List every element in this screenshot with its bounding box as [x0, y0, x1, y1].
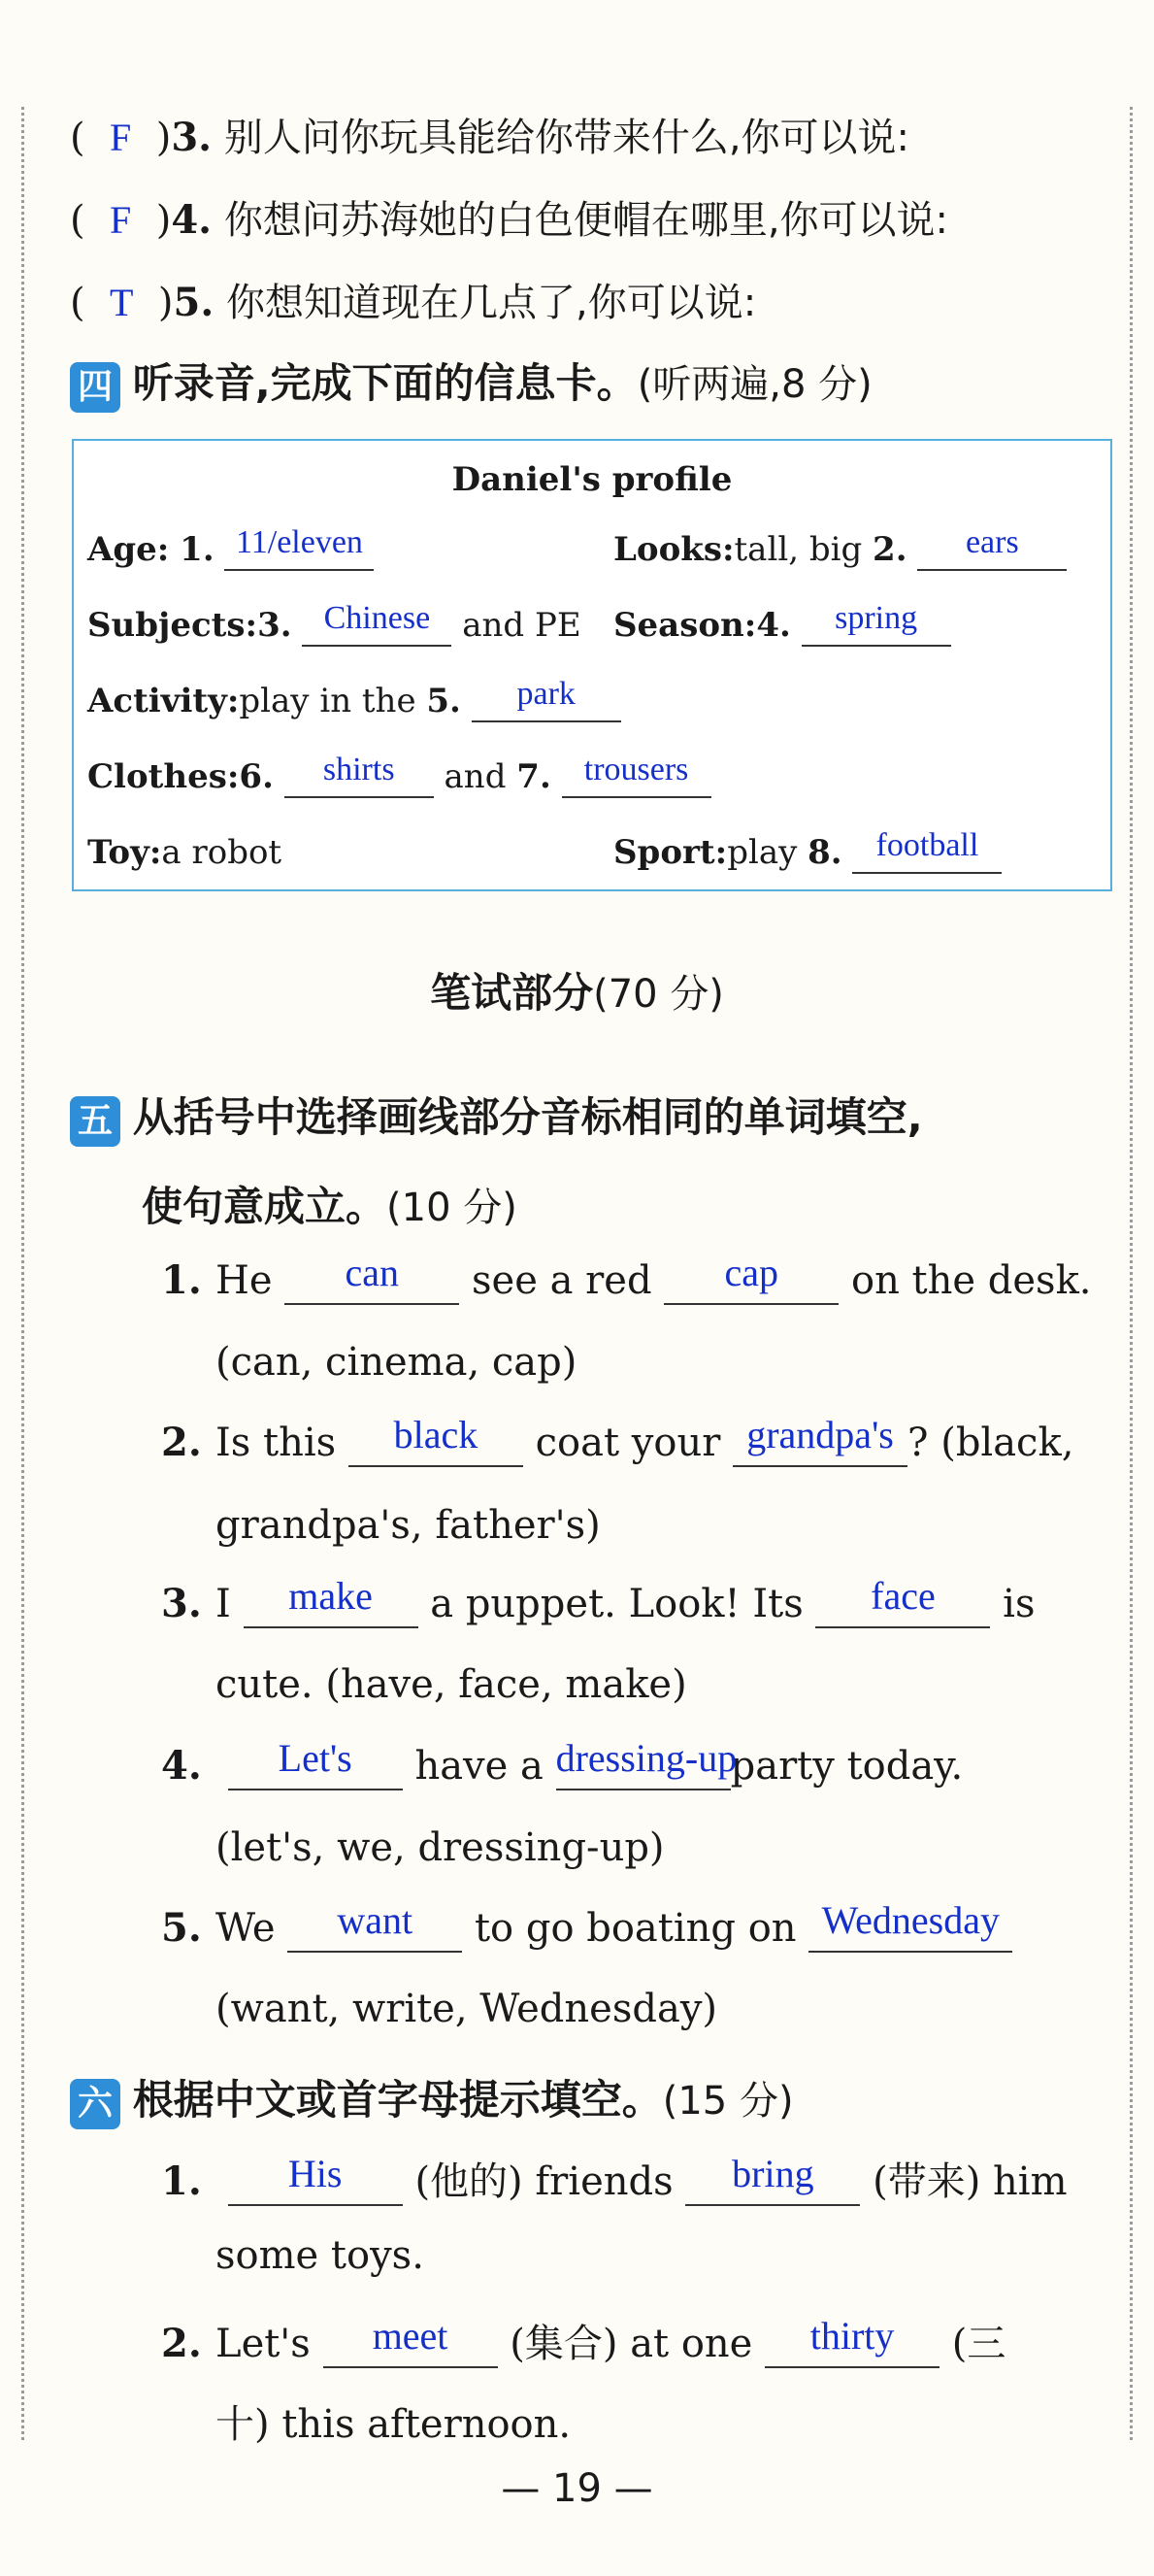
q5-3: 3. I make a puppet. Look! Its face is [161, 1574, 1036, 1626]
section-4-header: 四 听录音,完成下面的信息卡。(听两遍,8 分) [70, 351, 1154, 413]
card-clothes: Clothes:6. shirts and 7. trousers [87, 757, 711, 798]
section-4-icon: 四 [70, 362, 120, 413]
card-sport: Sport:play 8. football [613, 833, 1002, 874]
q5-2: 2. Is this black coat your grandpa's ? (black, [161, 1413, 1074, 1465]
card-season: Season:4. spring [613, 606, 951, 647]
judge-answer: T [110, 281, 134, 324]
page-number: — 19 — [501, 2466, 653, 2511]
judge-item-3: ( F )3. 别人问你玩具能给你带来什么,你可以说: [70, 115, 910, 160]
q6-1: 1. His (他的) friends bring (带来) him [161, 2152, 1068, 2204]
q5-4: 4. Let's have a dressing-upparty today. [161, 1736, 964, 1789]
profile-card [72, 439, 1112, 891]
q6-2: 2. Let's meet (集合) at one thirty (三 [161, 2314, 1006, 2366]
card-subjects: Subjects:3. Chinese and PE [87, 600, 581, 645]
section-5-header-cont: 使句意成立。(10 分) [142, 1183, 517, 1230]
q5-3-options: cute. (have, face, make) [215, 1662, 687, 1707]
q6-1-cont: some toys. [215, 2233, 424, 2278]
q5-4-options: (let's, we, dressing-up) [215, 1825, 665, 1870]
card-title: Daniel's profile [451, 460, 733, 499]
left-dotted-border [21, 107, 24, 2440]
section-5-header: 五 从括号中选择画线部分音标相同的单词填空, [70, 1086, 1154, 1147]
card-toy: Toy:a robot [87, 833, 282, 872]
q5-5-options: (want, write, Wednesday) [215, 1987, 718, 2031]
q5-1: 1. He can see a red cap on the desk. [161, 1251, 1092, 1303]
q5-5: 5. We want to go boating on Wednesday [161, 1905, 1154, 1953]
card-age: Age: 1. 11/eleven [87, 530, 374, 571]
q5-2-options: grandpa's, father's) [215, 1503, 601, 1548]
card-activity: Activity:play in the 5. park [87, 682, 621, 722]
written-part-title: 笔试部分(70 分) [430, 969, 724, 1017]
judge-answer: F [110, 116, 132, 159]
section-5-icon: 五 [70, 1096, 120, 1147]
section-6-header: 六 根据中文或首字母提示填空。(15 分) [70, 2068, 1154, 2129]
judge-answer: F [110, 198, 132, 242]
judge-item-5: ( T )5. 你想知道现在几点了,你可以说: [70, 280, 757, 325]
card-looks: Looks:tall, big 2. ears [613, 530, 1067, 571]
judge-item-4: ( F )4. 你想问苏海她的白色便帽在哪里,你可以说: [70, 197, 949, 243]
section-6-icon: 六 [70, 2079, 120, 2129]
q6-2-cont: 十) this afternoon. [215, 2402, 572, 2447]
q5-1-options: (can, cinema, cap) [215, 1340, 577, 1385]
